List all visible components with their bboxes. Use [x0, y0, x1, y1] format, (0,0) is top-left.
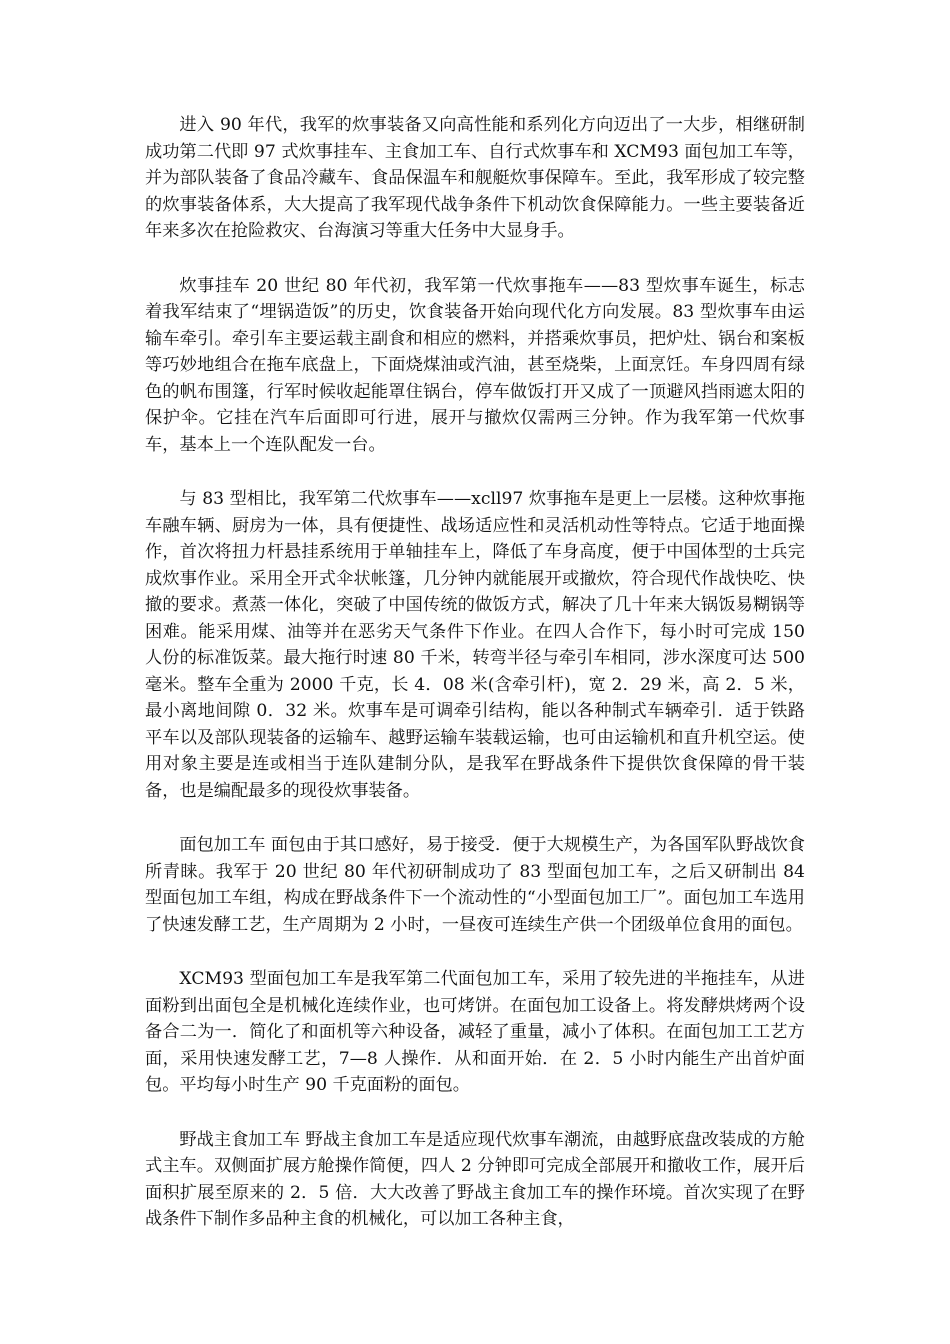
paragraph-xcm93-bread-vehicle: XCM93 型面包加工车是我军第二代面包加工车，采用了较先进的半拖挂车，从进面粉到出面包全是机械化连续作业，也可烤饼。在面包加工设备上。将发酵烘烤两个设备合二为一．简化了和面机等六种设备，减轻了重量，减小了体积。在面包加工工艺方面，采用快速发酵工艺，7—8 人操作．从和面开始．在 2．5 小时内能生产出首炉面包。平均每小时生产 90 千克面粉的面包。	[145, 969, 805, 1095]
paragraph-second-gen-trailer: 与 83 型相比，我军第二代炊事车——xcll97 炊事拖车是更上一层楼。这种炊事拖车融车辆、厨房为一体，具有便捷性、战场适应性和灵活机动性等特点。它适于地面操作，首次将扭力杆悬挂系统用于单轴挂车上，降低了车身高度，便于中国体型的士兵完成炊事作业。采用全开式伞状帐篷，几分钟内就能展开或撤炊，符合现代作战快吃、快撤的要求。煮蒸一体化，突破了中国传统的做饭方式，解决了几十年来大锅饭易糊锅等困难。能采用煤、油等并在恶劣天气条件下作业。在四人合作下，每小时可完成 150 人份的标准饭菜。最大拖行时速 80 千米，转弯半径与牵引车相同，涉水深度可达 500 毫米。整车全重为 2000 千克，长 4．08 米(含牵引杆)，宽 2．29 米，高 2．5 米，最小离地间隙 0．32 米。炊事车是可调牵引结构，能以各种制式车辆牵引．适于铁路平车以及部队现装备的运输车、越野运输车装载运输，也可由运输机和直升机空运。使用对象主要是连或相当于连队建制分队，是我军在野战条件下提供饮食保障的骨干装备，也是编配最多的现役炊事装备。	[145, 489, 805, 801]
document-body	[145, 112, 805, 1261]
paragraph-bread-vehicle: 面包加工车 面包由于其口感好，易于接受．便于大规模生产，为各国军队野战饮食所青睐。我军于 20 世纪 80 年代初研制成功了 83 型面包加工车，之后又研制出 84 型面包加工车组，构成在野战条件下一个流动性的“小型面包加工厂”。面包加工车选用了快速发酵工艺，生产周期为 2 小时，一昼夜可连续生产供一个团级单位食用的面包。	[145, 835, 805, 935]
paragraph-field-staple-vehicle: 野战主食加工车 野战主食加工车是适应现代炊事车潮流，由越野底盘改装成的方舱式主车。双侧面扩展方舱操作简便，四人 2 分钟即可完成全部展开和撤收工作，展开后面积扩展至原来的 2．5 倍．大大改善了野战主食加工车的操作环境。首次实现了在野战条件下制作多品种主食的机械化，可以加工各种主食，	[145, 1129, 805, 1229]
paragraph-cooking-trailer: 炊事挂车 20 世纪 80 年代初，我军第一代炊事拖车——83 型炊事车诞生，标志着我军结束了“埋锅造饭”的历史，饮食装备开始向现代化方向发展。83 型炊事车由运输车牵引。牵引车主要运载主副食和相应的燃料，并搭乘炊事员，把炉灶、锅台和案板等巧妙地组合在拖车底盘上，下面烧煤油或汽油，甚至烧柴，上面烹饪。车身四周有绿色的帆布围篷，行军时候收起能罩住锅台，停车做饭打开又成了一顶避风挡雨遮太阳的保护伞。它挂在汽车后面即可行进，展开与撤炊仅需两三分钟。作为我军第一代炊事车，基本上一个连队配发一台。	[145, 275, 805, 455]
paragraph-intro-1990s: 进入 90 年代，我军的炊事装备又向高性能和系列化方向迈出了一大步，相继研制成功第二代即 97 式炊事挂车、主食加工车、自行式炊事车和 XCM93 面包加工车等，并为部队装备了食品冷藏车、食品保温车和舰艇炊事保障车。至此，我军形成了较完整的炊事装备体系，大大提高了我军现代战争条件下机动饮食保障能力。一些主要装备近年来多次在抢险救灾、台海演习等重大任务中大显身手。	[145, 115, 805, 241]
